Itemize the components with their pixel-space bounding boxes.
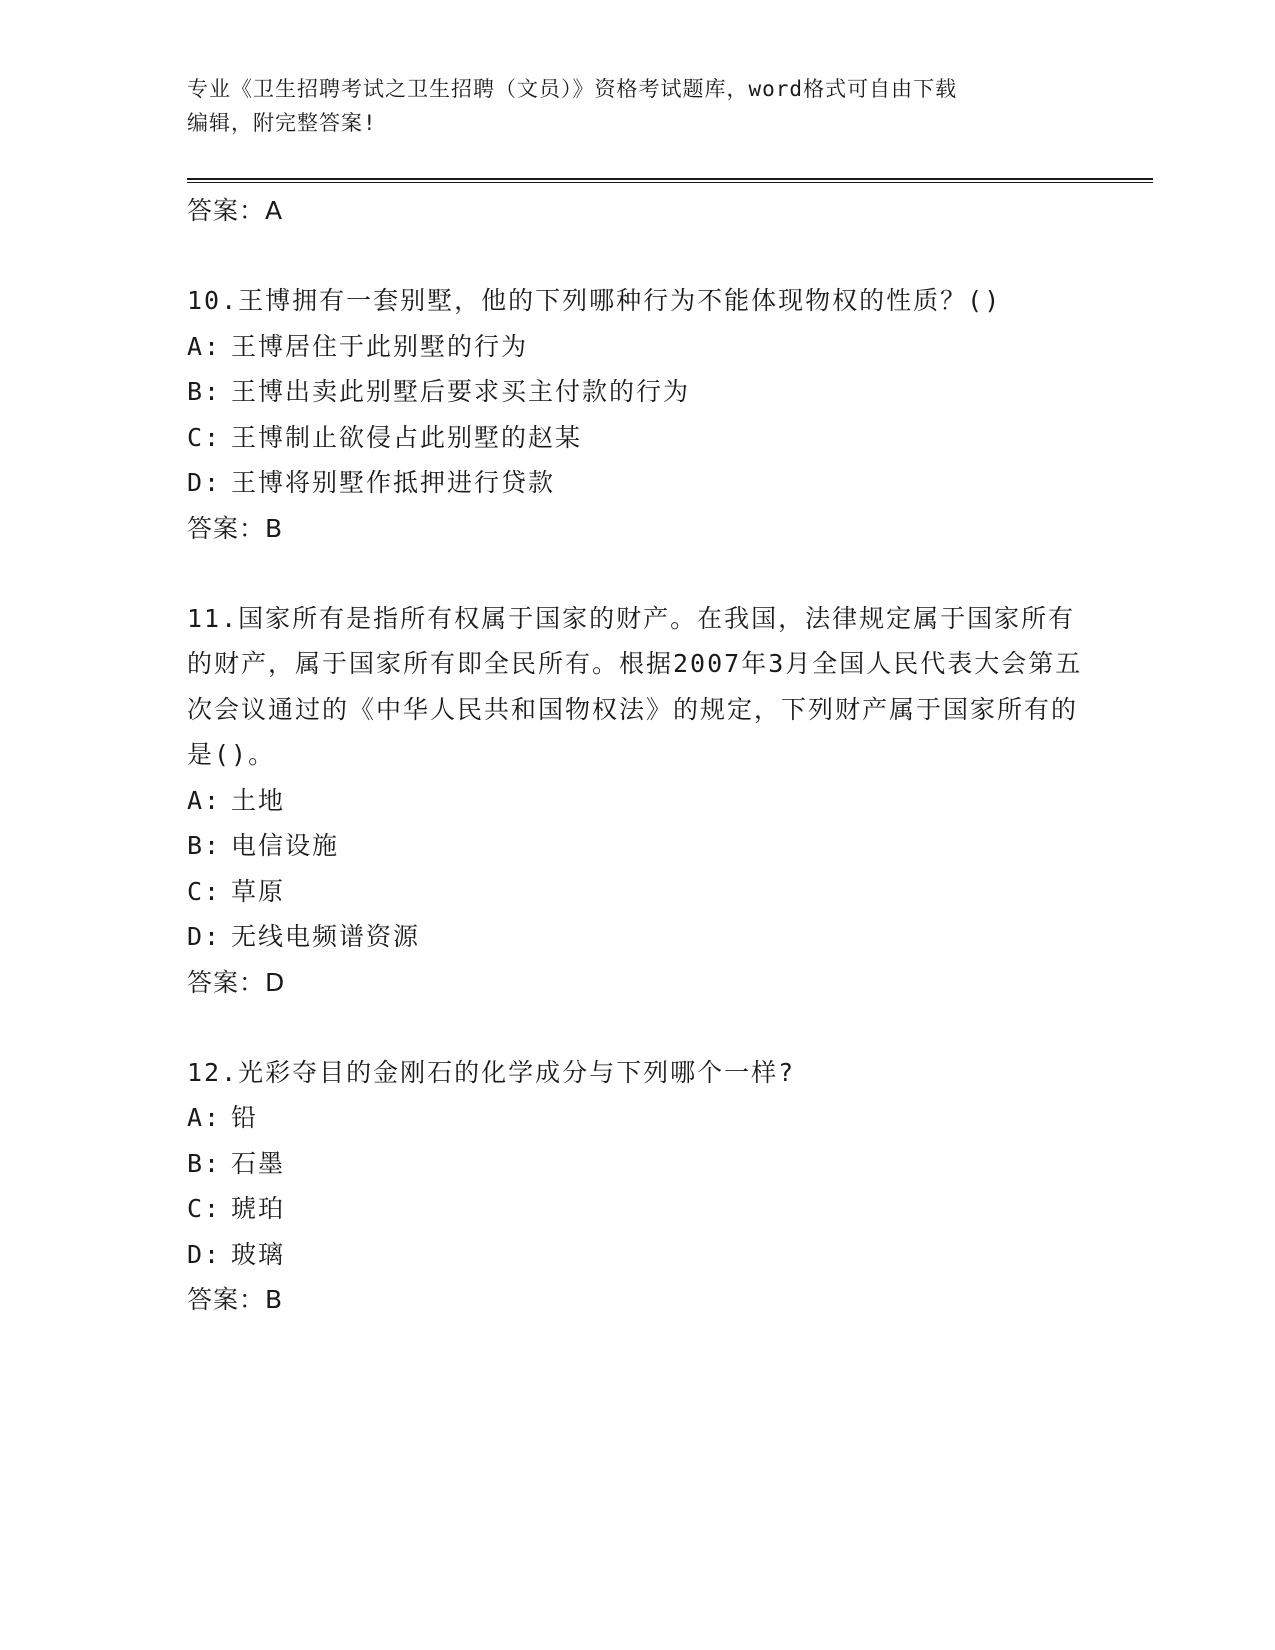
option-text: 石墨 bbox=[231, 1148, 286, 1178]
option-b bbox=[187, 823, 1087, 869]
option-letter: B: bbox=[187, 377, 222, 406]
option-text: 无线电频谱资源 bbox=[231, 922, 421, 951]
option-letter: C: bbox=[187, 422, 222, 452]
option-text: 王博出卖此别墅后要求买主付款的行为 bbox=[231, 377, 691, 406]
question-answer: 答案：B bbox=[187, 1285, 284, 1314]
option-letter: D: bbox=[187, 1239, 222, 1269]
spacer bbox=[187, 552, 1087, 596]
option-d bbox=[187, 460, 1087, 506]
option-text: 玻璃 bbox=[231, 1239, 286, 1269]
option-a bbox=[187, 778, 1087, 824]
option-c bbox=[187, 869, 1087, 915]
option-b bbox=[187, 1141, 1087, 1187]
question-text: 10.王博拥有一套别墅，他的下列哪种行为不能体现物权的性质？() bbox=[187, 286, 1002, 315]
header-divider-thick bbox=[187, 178, 1153, 180]
option-text: 电信设施 bbox=[231, 831, 340, 860]
question-block bbox=[187, 596, 1087, 1006]
option-text: 草原 bbox=[231, 876, 286, 906]
question-block bbox=[187, 1050, 1087, 1324]
option-a bbox=[187, 1095, 1087, 1141]
document-header bbox=[187, 72, 1067, 140]
question-answer: 答案：B bbox=[187, 513, 284, 543]
header-line-1: 专业《卫生招聘考试之卫生招聘（文员）》资格考试题库，word格式可自由下载 bbox=[187, 77, 958, 101]
option-text: 王博制止欲侵占此别墅的赵某 bbox=[231, 422, 583, 452]
spacer bbox=[187, 234, 1087, 278]
option-c bbox=[187, 1186, 1087, 1232]
question-block bbox=[187, 278, 1087, 552]
option-letter: C: bbox=[187, 1194, 222, 1223]
option-text: 王博居住于此别墅的行为 bbox=[231, 331, 529, 361]
question-text: 11.国家所有是指所有权属于国家的财产。在我国，法律规定属于国家所有的财产，属于国家所有即全民所有。根据2007年3月全国人民代表大会第五次会议通过的《中华人民共和国物权法》的规定，下列财产属于国家所有的是()。 bbox=[187, 603, 1083, 769]
option-letter: A: bbox=[187, 331, 222, 361]
spacer bbox=[187, 1006, 1087, 1050]
option-letter: A: bbox=[187, 785, 222, 815]
option-text: 琥珀 bbox=[231, 1194, 286, 1223]
option-letter: C: bbox=[187, 876, 222, 906]
header-divider-thin bbox=[187, 182, 1153, 183]
option-d bbox=[187, 914, 1087, 960]
question-text: 12.光彩夺目的金刚石的化学成分与下列哪个一样? bbox=[187, 1057, 796, 1087]
option-letter: B: bbox=[187, 831, 222, 860]
option-text: 土地 bbox=[231, 785, 286, 815]
option-c bbox=[187, 415, 1087, 461]
option-d bbox=[187, 1232, 1087, 1278]
option-a bbox=[187, 324, 1087, 370]
question-list bbox=[187, 188, 1087, 1323]
header-line-2: 编辑，附完整答案! bbox=[187, 111, 377, 135]
option-text: 王博将别墅作抵押进行贷款 bbox=[231, 468, 556, 497]
previous-answer: 答案：A bbox=[187, 196, 284, 225]
option-letter: B: bbox=[187, 1148, 222, 1178]
option-text: 铅 bbox=[231, 1103, 259, 1132]
question-answer: 答案：D bbox=[187, 967, 286, 997]
option-letter: D: bbox=[187, 922, 222, 951]
option-letter: A: bbox=[187, 1103, 222, 1132]
option-letter: D: bbox=[187, 468, 222, 497]
option-b bbox=[187, 369, 1087, 415]
